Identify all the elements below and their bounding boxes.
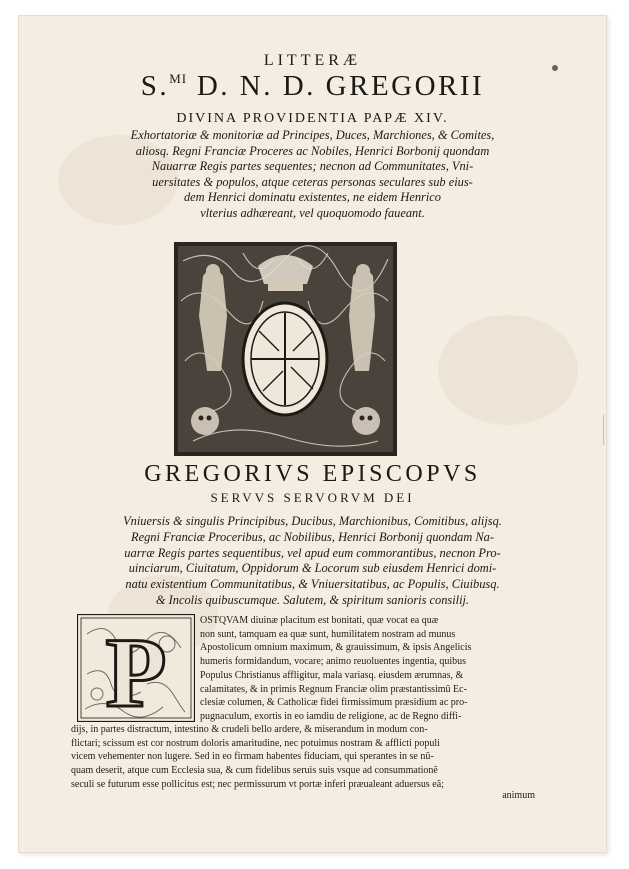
body-line: Apostolicum omnium maximum, & grauissimum, & ipsis Angelicis (200, 642, 472, 654)
catchword: animum (502, 790, 535, 801)
body-line: seculi se futurum esse pollicitus est; nec permissurum vt portæ inferi præualeant aduersus eã; (71, 778, 444, 790)
body-text-beside-initial (200, 614, 471, 724)
address-paragraph (18, 514, 607, 609)
address-line: Regni Franciæ Proceribus, ac Nobilibus, Henrici Borbonij quondam Na- (131, 529, 494, 544)
body-line: OSTQVAM diuinæ placitum est bonitati, quæ vocat ea quæ (200, 615, 439, 626)
intro-line: uersitates & populos, atque ceteras personas seculares sub eius- (152, 174, 473, 189)
body-line: flictari; scissum est cor nostrum doloris amaritudine, nec potuimus nostram & afflicti populi (71, 737, 440, 749)
heading-gregorius-episcopus: GREGORIVS EPISCOPVS (144, 461, 481, 487)
body-line: humeris formidandum, vocare; animo reuoluentes ingentia, quibus (200, 656, 467, 668)
intro-line: vlterius adhæreant, vel quoquomodo faueant. (200, 205, 425, 220)
intro-line: Nauarræ Regis partes sequentes; necnon ad Communitates, Vni- (151, 159, 474, 174)
heading-prefix: S. (140, 70, 170, 102)
body-line: dijs, in partes distractum, intestino & crudeli bello ardere, & miserandum in modum con- (71, 724, 428, 735)
heading-litterae: LITTERÆ (263, 52, 362, 69)
address-line: natu existentium Communitatibus, & Vniuersitatibus, ac Populis, Ciuibusq. (125, 577, 500, 592)
intro-paragraph (18, 128, 607, 222)
body-line: vicem vehementer non lugere. Sed in eo firmam habentes fiduciam, qui sperantes in se nũ- (71, 751, 434, 763)
body-line: calamitates, & in primis Regnum Franciæ olim præstantissimũ Ec- (200, 683, 467, 695)
intro-line: Exhortatoriæ & monitoriæ ad Principes, Duces, Marchiones, & Comites, (130, 128, 495, 142)
body-line: quam deserit, atque cum Ecclesia sua, & cum fidelibus seruis suis vsque ad consummationẽ (71, 765, 438, 777)
address-line: & Incolis quibuscumque. Salutem, & spiritum sanioris consilij. (155, 592, 470, 607)
body-line: Populus Christianus affligitur, mala variasq. eiusdem ærumnas, & (200, 669, 464, 681)
body-line: non sunt, tamquam ea quæ sunt, humilitatem nostram ad munus (200, 628, 456, 640)
page-crease (603, 415, 604, 445)
intro-line: dem Henrici dominatu existentes, ne eidem Henrico (183, 190, 442, 205)
address-line: Vniuersis & singulis Principibus, Ducibus, Marchionibus, Comitibus, alijsq. (123, 514, 502, 528)
heading-superscript: MI (169, 71, 188, 86)
document-page (18, 15, 607, 853)
body-line: pugnaculum, exortis in eo iamdiu de religione, ac de Regno diffi- (200, 710, 462, 722)
body-text-full-width (71, 723, 444, 792)
intro-line: aliosq. Regni Franciæ Proceres ac Nobiles, Henrici Borbonij quondam (135, 143, 490, 158)
heading-servus-servorum: SERVVS SERVORVM DEI (210, 490, 415, 505)
initial-letter: P (105, 617, 167, 722)
heading-providentia: DIVINA PROVIDENTIA PAPÆ XIV. (176, 111, 449, 126)
coat-of-arms-woodcut (173, 241, 398, 457)
address-line: uarræ Regis partes sequentibus, vel apud eum commorantibus, necnon Pro- (124, 545, 501, 560)
address-line: uinciarum, Ciuitatum, Oppidorum & Locorum sub eiusdem Henrici domi- (128, 561, 497, 576)
heading-name: D. N. D. GREGORII (187, 70, 485, 102)
heading-gregorii (18, 70, 607, 103)
body-line: clesiæ columen, & Catholicæ fidei firmissimum præsidium ac pro- (200, 697, 468, 709)
decorated-initial (77, 614, 195, 722)
